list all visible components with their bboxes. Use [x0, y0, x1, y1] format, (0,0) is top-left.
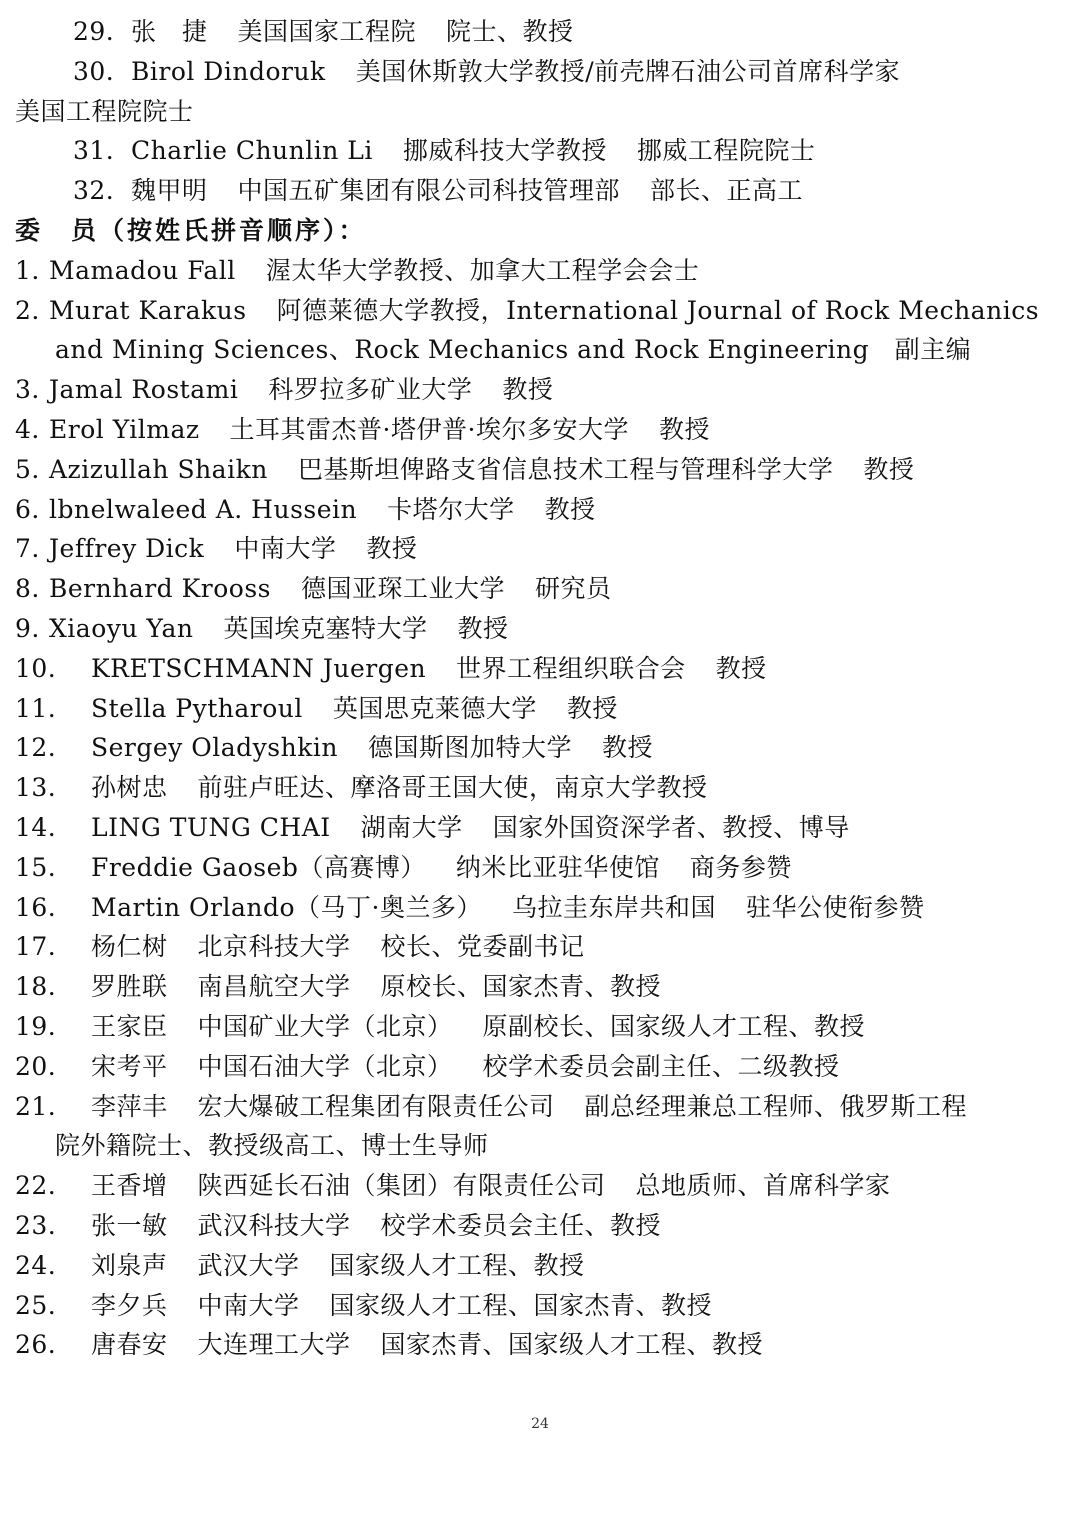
entry-name: lbnelwaleed A. Hussein [49, 494, 358, 524]
entry-org: 中南大学 [234, 534, 337, 564]
member-entry [15, 370, 1070, 410]
entry-number: 23. [15, 1210, 57, 1240]
entry-title: 总地质师、首席科学家 [635, 1171, 891, 1201]
member-entry [15, 1246, 1070, 1286]
entry-org: 中国五矿集团有限公司科技管理部 [237, 176, 621, 206]
entry-number: 31. [73, 136, 115, 166]
entry-org: 渥太华大学教授、加拿大工程学会会士 [265, 255, 700, 285]
entry-org: 阿德莱德大学教授，International Journal of Rock Mechanics [276, 295, 1040, 325]
entry-name: Freddie Gaoseb（高赛博） [91, 852, 426, 882]
entry-title: 挪威工程院院士 [636, 136, 816, 166]
member-entry [15, 967, 1070, 1007]
entry-name: 王香增 [91, 1171, 168, 1201]
entry-title: 商务参赞 [689, 852, 792, 882]
entry-number: 9. [15, 613, 40, 643]
entry-name: LING TUNG CHAI [91, 812, 331, 842]
entry-number: 11. [15, 693, 57, 723]
member-entry [15, 768, 1070, 808]
entry-name: 魏甲明 [131, 176, 208, 206]
entry-number: 10. [15, 653, 57, 683]
entry-name: KRETSCHMANN Juergen [91, 653, 427, 683]
entry-title: 部长、正高工 [650, 176, 804, 206]
member-entry [15, 1087, 1070, 1127]
member-entry [15, 1047, 1070, 1087]
member-entry [15, 12, 1070, 52]
entry-org: 纳米比亚驻华使馆 [455, 852, 660, 882]
entry-title: 教授 [566, 693, 618, 723]
entry-number: 4. [15, 414, 40, 444]
entry-name: Murat Karakus [49, 295, 247, 325]
member-entry [15, 1206, 1070, 1246]
entry-number: 16. [15, 892, 57, 922]
entry-title: 教授 [502, 375, 554, 405]
entry-org: 德国斯图加特大学 [367, 733, 572, 763]
entry-org: 美国国家工程院 [237, 17, 417, 46]
member-entry [15, 649, 1070, 689]
entry-number: 30. [73, 56, 115, 86]
entry-org: 英国埃克塞特大学 [223, 613, 428, 643]
entry-name: Mamadou Fall [49, 255, 236, 285]
entry-name: 张一敏 [91, 1210, 168, 1240]
member-entry [15, 888, 1070, 928]
entry-org: 土耳其雷杰普·塔伊普·埃尔多安大学 [229, 414, 629, 444]
entry-title: 教授 [715, 653, 767, 683]
entry-continuation-line: 美国工程院院士 [15, 96, 194, 126]
entry-org: 卡塔尔大学 [387, 494, 515, 524]
entry-number: 22. [15, 1171, 57, 1201]
entry-number: 7. [15, 534, 40, 564]
entry-title: 校长、党委副书记 [380, 932, 585, 962]
entry-org: 德国亚琛工业大学 [301, 574, 506, 604]
member-entry [15, 131, 1070, 171]
page-number: 24 [531, 1416, 549, 1432]
entry-number: 26. [15, 1330, 57, 1360]
entry-name: Charlie Chunlin Li [131, 136, 373, 166]
entry-name: Bernhard Krooss [49, 574, 272, 604]
entry-org: 陕西延长石油（集团）有限责任公司 [197, 1171, 606, 1201]
entry-org: 南昌航空大学 [197, 972, 351, 1002]
entry-org: 中南大学 [197, 1290, 300, 1320]
entry-org: 中国矿业大学（北京） [197, 1011, 453, 1041]
section-heading: 委 员（按姓氏拼音顺序）： [15, 215, 367, 245]
entry-number: 5. [15, 454, 40, 484]
entry-number: 21. [15, 1091, 57, 1121]
entry-number: 6. [15, 494, 40, 524]
entry-continuation-line: 院外籍院士、教授级高工、博士生导师 [55, 1131, 489, 1161]
member-entry [15, 490, 1070, 530]
entry-number: 18. [15, 972, 57, 1002]
entry-org: 武汉科技大学 [197, 1210, 351, 1240]
entry-title: 院士、教授 [446, 17, 574, 46]
entry-number: 8. [15, 574, 40, 604]
member-entry [15, 1007, 1070, 1047]
entry-number: 17. [15, 932, 57, 962]
entry-name: Erol Yilmaz [49, 414, 200, 444]
entry-name: Sergey Oladyshkin [91, 733, 338, 763]
entry-title: 研究员 [535, 574, 612, 604]
entry-org: 巴基斯坦俾路支省信息技术工程与管理科学大学 [297, 454, 834, 484]
entry-number: 3. [15, 375, 40, 405]
entry-title: 教授 [544, 494, 596, 524]
entry-number: 20. [15, 1051, 57, 1081]
entry-number: 1. [15, 255, 40, 285]
member-entry [15, 1325, 1070, 1365]
entry-name: Azizullah Shaikn [49, 454, 268, 484]
entry-name: Martin Orlando（马丁·奥兰多） [91, 892, 482, 922]
member-list [15, 12, 1070, 1365]
entry-org: 北京科技大学 [197, 932, 351, 962]
member-entry [15, 1286, 1070, 1326]
entry-org: 美国休斯敦大学教授/前壳牌石油公司首席科学家 [355, 56, 901, 86]
entry-name: 宋考平 [91, 1051, 168, 1081]
entry-name: Stella Pytharoul [91, 693, 303, 723]
entry-title: 国家级人才工程、国家杰青、教授 [329, 1290, 713, 1320]
entry-org: 中国石油大学（北京） [197, 1051, 453, 1081]
entry-org: 武汉大学 [197, 1250, 300, 1280]
entry-name: Birol Dindoruk [131, 56, 326, 86]
entry-name: 刘泉声 [91, 1250, 168, 1280]
entry-number: 14. [15, 812, 57, 842]
entry-title: 国家外国资深学者、教授、博导 [492, 812, 850, 842]
entry-number: 29. [73, 17, 115, 46]
entry-title: 教授 [658, 414, 710, 444]
entry-number: 2. [15, 295, 40, 325]
entry-title: 原校长、国家杰青、教授 [380, 972, 662, 1002]
entry-org: 英国思克莱德大学 [332, 693, 537, 723]
member-entry [15, 529, 1070, 569]
entry-org: 湖南大学 [360, 812, 463, 842]
entry-name: 孙树忠 [91, 773, 168, 803]
entry-name: 李夕兵 [91, 1290, 168, 1320]
entry-name: Jeffrey Dick [49, 534, 205, 564]
entry-name: 李萍丰 [91, 1091, 168, 1121]
entry-org: 大连理工大学 [197, 1330, 351, 1360]
member-entry [15, 171, 1070, 211]
entry-number: 24. [15, 1250, 57, 1280]
member-entry [15, 808, 1070, 848]
entry-number: 13. [15, 773, 57, 803]
entry-name: 杨仁树 [91, 932, 168, 962]
entry-title: 副总经理兼总工程师、俄罗斯工程 [584, 1091, 968, 1121]
entry-number: 25. [15, 1290, 57, 1320]
member-entry [15, 927, 1070, 967]
member-entry [15, 450, 1070, 490]
entry-org: 乌拉圭东岸共和国 [512, 892, 717, 922]
entry-title: 教授 [366, 534, 418, 564]
entry-number: 15. [15, 852, 57, 882]
entry-title: 教授 [863, 454, 915, 484]
entry-org: 宏大爆破工程集团有限责任公司 [197, 1091, 555, 1121]
entry-title: 校学术委员会主任、教授 [380, 1210, 662, 1240]
entry-org: 前驻卢旺达、摩洛哥王国大使，南京大学教授 [197, 773, 708, 803]
member-entry [15, 728, 1070, 768]
member-entry [15, 609, 1070, 649]
entry-continuation-line: and Mining Sciences、Rock Mechanics and Rock Engineering 副主编 [55, 335, 972, 365]
entry-title: 国家级人才工程、教授 [329, 1250, 585, 1280]
entry-name: Jamal Rostami [49, 375, 239, 405]
entry-name: 罗胜联 [91, 972, 168, 1002]
entry-name: Xiaoyu Yan [49, 613, 194, 643]
member-entry [15, 689, 1070, 729]
member-entry [15, 52, 1070, 92]
entry-number: 19. [15, 1011, 57, 1041]
entry-title: 国家杰青、国家级人才工程、教授 [380, 1330, 764, 1360]
member-entry [15, 291, 1070, 331]
member-entry [15, 410, 1070, 450]
entry-number: 32. [73, 176, 115, 206]
entry-title: 驻华公使衔参赞 [746, 892, 925, 922]
member-entry [15, 251, 1070, 291]
entry-org: 挪威科技大学教授 [402, 136, 607, 166]
member-entry [15, 569, 1070, 609]
entry-name: 王家臣 [91, 1011, 168, 1041]
member-entry [15, 848, 1070, 888]
entry-title: 教授 [457, 613, 509, 643]
entry-title: 原副校长、国家级人才工程、教授 [482, 1011, 866, 1041]
entry-title: 教授 [601, 733, 653, 763]
entry-name: 唐春安 [91, 1330, 168, 1360]
entry-title: 校学术委员会副主任、二级教授 [482, 1051, 840, 1081]
entry-number: 12. [15, 733, 57, 763]
entry-org: 世界工程组织联合会 [456, 653, 686, 683]
member-entry [15, 1166, 1070, 1206]
entry-name: 张 捷 [131, 17, 208, 46]
entry-org: 科罗拉多矿业大学 [268, 375, 473, 405]
